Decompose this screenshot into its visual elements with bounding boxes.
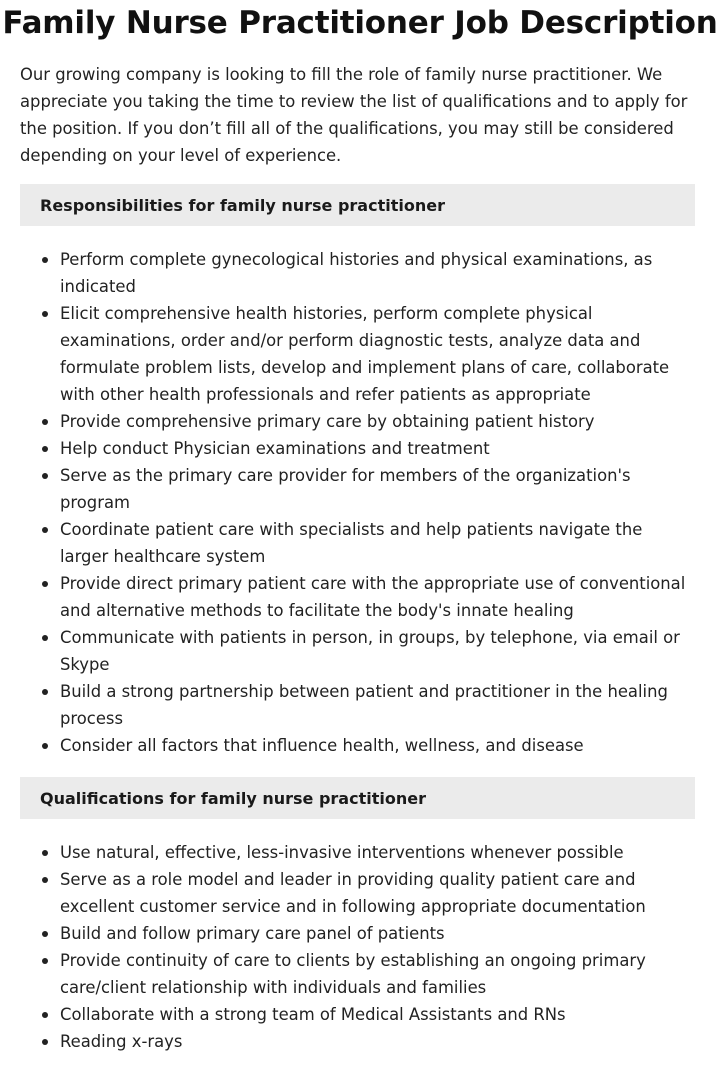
list-item xyxy=(20,920,695,947)
bullet-icon xyxy=(42,527,48,533)
list-item xyxy=(20,300,695,408)
list-item xyxy=(20,947,695,1001)
page-title: Family Nurse Practitioner Job Description xyxy=(2,5,718,41)
bullet-icon xyxy=(42,446,48,452)
list-item-text: Elicit comprehensive health histories, perform complete physical examinations, order and/or perform diagnostic tests, analyze data and formulate problem lists, develop and implement plans of care, collaborate with other health professionals and refer patients as appropriate xyxy=(60,304,670,404)
list-item-text: Serve as the primary care provider for members of the organization's program xyxy=(60,466,631,512)
list-item-text: Provide comprehensive primary care by obtaining patient history xyxy=(60,412,595,431)
list-item xyxy=(20,839,695,866)
bullet-icon xyxy=(42,877,48,883)
bullet-icon xyxy=(42,689,48,695)
bullet-icon xyxy=(42,257,48,263)
list-item xyxy=(20,1001,695,1028)
list-item xyxy=(20,246,695,300)
responsibilities-heading: Responsibilities for family nurse practitioner xyxy=(20,184,695,226)
bullet-icon xyxy=(42,1012,48,1018)
list-item-text: Serve as a role model and leader in providing quality patient care and excellent customer service and in following appropriate documentation xyxy=(60,870,646,916)
bullet-icon xyxy=(42,473,48,479)
responsibilities-list xyxy=(20,246,695,759)
list-item xyxy=(20,570,695,624)
bullet-icon xyxy=(42,311,48,317)
list-item-text: Collaborate with a strong team of Medical Assistants and RNs xyxy=(60,1005,566,1024)
list-item xyxy=(20,678,695,732)
list-item-text: Perform complete gynecological histories and physical examinations, as indicated xyxy=(60,250,653,296)
list-item-text: Help conduct Physician examinations and treatment xyxy=(60,439,490,458)
bullet-icon xyxy=(42,958,48,964)
list-item xyxy=(20,732,695,759)
bullet-icon xyxy=(42,635,48,641)
list-item-text: Coordinate patient care with specialists and help patients navigate the larger healthcare system xyxy=(60,520,643,566)
list-item xyxy=(20,624,695,678)
qualifications-list xyxy=(20,839,695,1055)
list-item xyxy=(20,866,695,920)
list-item-text: Build and follow primary care panel of patients xyxy=(60,924,445,943)
list-item xyxy=(20,1028,695,1055)
bullet-icon xyxy=(42,931,48,937)
bullet-icon xyxy=(42,743,48,749)
list-item xyxy=(20,408,695,435)
list-item xyxy=(20,435,695,462)
bullet-icon xyxy=(42,419,48,425)
list-item-text: Consider all factors that influence health, wellness, and disease xyxy=(60,736,584,755)
bullet-icon xyxy=(42,850,48,856)
list-item-text: Build a strong partnership between patient and practitioner in the healing process xyxy=(60,682,668,728)
list-item xyxy=(20,462,695,516)
list-item-text: Provide continuity of care to clients by establishing an ongoing primary care/client relationship with individuals and families xyxy=(60,951,646,997)
intro-paragraph: Our growing company is looking to fill the role of family nurse practitioner. We appreciate you taking the time to review the list of qualifications and to apply for the position. If you don’t fill all of the qualifications, you may still be considered depending on your level of experience. xyxy=(20,65,688,165)
list-item xyxy=(20,516,695,570)
qualifications-heading: Qualifications for family nurse practitioner xyxy=(20,777,695,819)
list-item-text: Reading x-rays xyxy=(60,1032,183,1051)
bullet-icon xyxy=(42,581,48,587)
bullet-icon xyxy=(42,1039,48,1045)
list-item-text: Use natural, effective, less-invasive interventions whenever possible xyxy=(60,843,624,862)
list-item-text: Provide direct primary patient care with the appropriate use of conventional and alternative methods to facilitate the body's innate healing xyxy=(60,574,686,620)
list-item-text: Communicate with patients in person, in groups, by telephone, via email or Skype xyxy=(60,628,680,674)
